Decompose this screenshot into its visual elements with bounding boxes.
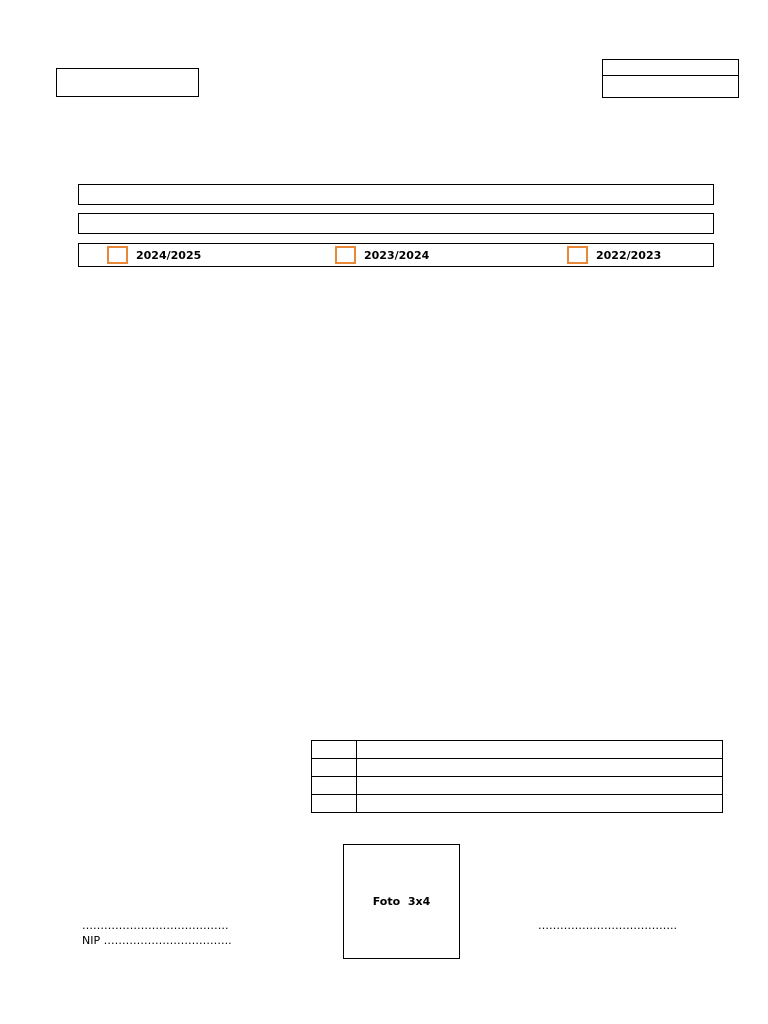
right-signature-line: ……………………………….. xyxy=(538,919,677,932)
table-cell[interactable] xyxy=(312,777,357,795)
left-signature-line: …………………………………. xyxy=(82,919,229,932)
table-cell[interactable] xyxy=(357,777,723,795)
school-year-label: 2023/2024 xyxy=(364,248,430,262)
table-cell[interactable] xyxy=(357,741,723,759)
top-right-box-row xyxy=(603,76,738,97)
table-row xyxy=(312,741,723,759)
school-year-label: 2024/2025 xyxy=(136,248,202,262)
top-left-box xyxy=(56,68,199,97)
signature-table xyxy=(311,740,723,813)
table-row xyxy=(312,777,723,795)
photo-placeholder xyxy=(343,844,460,959)
table-cell[interactable] xyxy=(312,759,357,777)
table-row xyxy=(312,795,723,813)
table-cell[interactable] xyxy=(357,795,723,813)
school-year-row xyxy=(78,243,714,267)
top-right-box xyxy=(602,59,739,98)
school-year-label: 2022/2023 xyxy=(596,248,662,262)
checkbox-2023-2024[interactable] xyxy=(335,246,356,264)
school-year-option[interactable] xyxy=(567,244,661,266)
school-year-option[interactable] xyxy=(335,244,429,266)
top-right-box-row xyxy=(603,60,738,76)
table-row xyxy=(312,759,723,777)
school-year-option[interactable] xyxy=(107,244,201,266)
table-cell[interactable] xyxy=(312,741,357,759)
photo-label: Foto 3x4 xyxy=(372,895,431,908)
nip-line: NIP …………………………….. xyxy=(82,934,232,947)
checkbox-2024-2025[interactable] xyxy=(107,246,128,264)
table-cell[interactable] xyxy=(357,759,723,777)
checkbox-2022-2023[interactable] xyxy=(567,246,588,264)
table-cell[interactable] xyxy=(312,795,357,813)
form-field-1[interactable] xyxy=(78,184,714,205)
form-field-2[interactable] xyxy=(78,213,714,234)
